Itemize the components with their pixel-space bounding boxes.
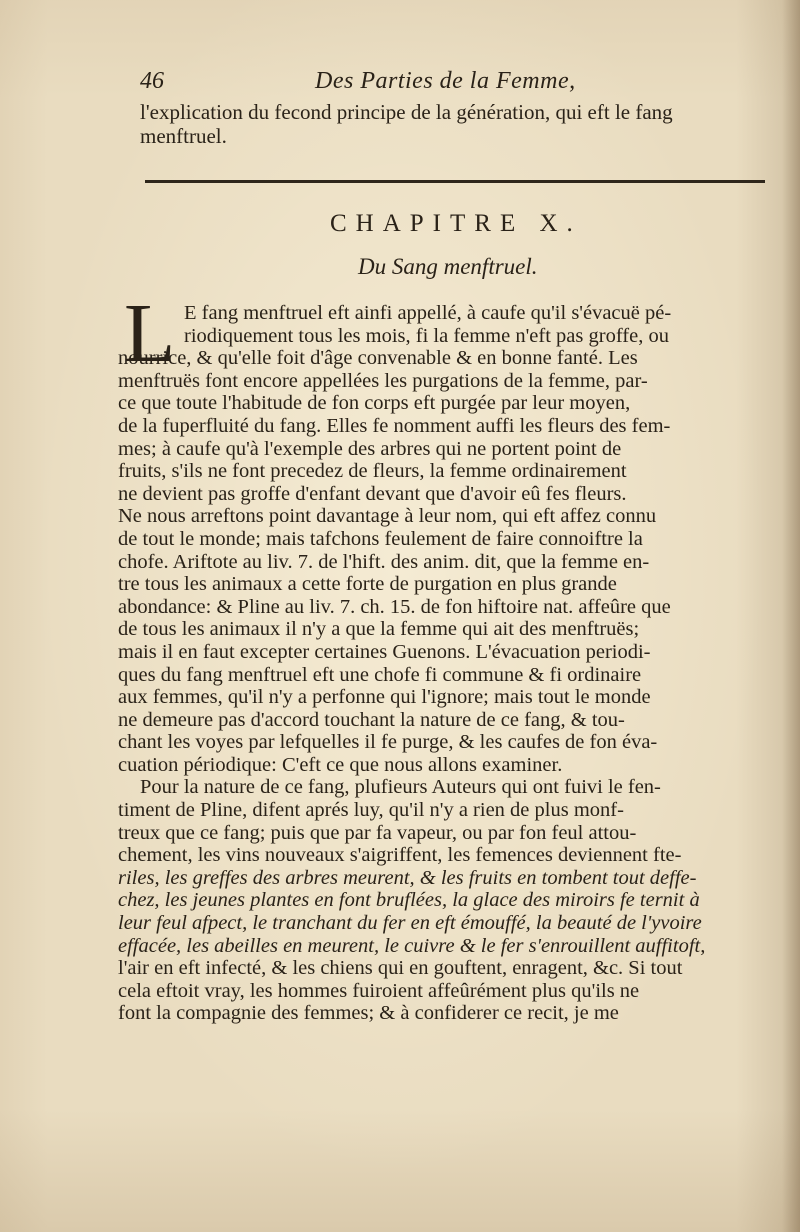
text-line: leur feul afpect, le tranchant du fer en eft émouffé, la beauté de l'yvoire — [118, 912, 702, 935]
text-line: l'air en eft infecté, & les chiens qui en gouftent, enragent, &c. Si tout — [118, 957, 683, 980]
text-line: de tout le monde; mais tafchons feulement de faire connoiftre la — [118, 527, 643, 550]
text-line: ce que toute l'habitude de fon corps eft purgée par leur moyen, — [118, 392, 631, 415]
text-line: ne demeure pas d'accord touchant la nature de ce fang, & tou- — [118, 708, 625, 731]
chapter-divider-rule — [145, 180, 765, 183]
text-line: Pour la nature de ce fang, plufieurs Auteurs qui ont fuivi le fen- — [140, 776, 661, 799]
drop-cap: L — [124, 287, 176, 380]
text-line: ques du fang menftruel eft une chofe fi commune & fi ordinaire — [118, 663, 642, 686]
text-line: E fang menftruel eft ainfi appellé, à caufe qu'il s'évacuë pé- — [184, 302, 672, 324]
text-line: cuation périodique: C'eft ce que nous allons examiner. — [118, 753, 563, 776]
chapter-title: CHAPITRE X. — [330, 210, 582, 237]
page-gutter-shadow — [782, 0, 800, 1232]
text-line: tre tous les animaux a cette forte de purgation en plus grande — [118, 573, 617, 596]
chapter-subtitle: Du Sang menftruel. — [358, 254, 538, 279]
text-line: timent de Pline, difent aprés luy, qu'il n'y a rien de plus monf- — [118, 799, 624, 822]
text-line: mes; à caufe qu'à l'exemple des arbres qui ne portent point de — [118, 437, 622, 460]
text-line: mais il en faut excepter certaines Guenons. L'évacuation periodi- — [118, 640, 651, 663]
text-line: nourrice, & qu'elle foit d'âge convenable & en bonne fanté. Les — [118, 347, 638, 370]
text-line: abondance: & Pline au liv. 7. ch. 15. de fon hiftoire nat. affeûre que — [118, 595, 671, 618]
text-line: cela eftoit vray, les hommes fuiroient affeûrément plus qu'ils ne — [118, 979, 640, 1002]
text-line: menftruel. — [140, 124, 227, 148]
text-line: ne devient pas groffe d'enfant devant que d'avoir eû fes fleurs. — [118, 482, 627, 505]
text-line: treux que ce fang; puis que par fa vapeur, ou par fon feul attou- — [118, 821, 637, 844]
text-line: chant les voyes par lefquelles il fe purge, & les caufes de fon éva- — [118, 731, 658, 754]
text-line: riodiquement tous les mois, fi la femme n'eft pas groffe, ou — [184, 324, 669, 347]
text-line: chez, les jeunes plantes en font bruflées, la glace des miroirs fe ternit à — [118, 889, 700, 912]
running-header — [140, 68, 660, 102]
text-line: de tous les animaux il n'y a que la femme qui ait des menftruës; — [118, 618, 640, 641]
chapter-body — [118, 302, 768, 1025]
text-line: chement, les vins nouveaux s'aigriffent, les femences deviennent fte- — [118, 844, 682, 867]
text-line: riles, les greffes des arbres meurent, & les fruits en tombent tout deffe- — [118, 866, 697, 889]
text-line: l'explication du fecond principe de la génération, qui eft le fang — [140, 100, 673, 124]
carryover-paragraph — [140, 100, 770, 148]
text-line: fruits, s'ils ne font precedez de fleurs, la femme ordinairement — [118, 460, 627, 483]
page-number: 46 — [140, 68, 164, 94]
text-line: de la fuperfluité du fang. Elles fe nomment auffi les fleurs des fem- — [118, 414, 671, 437]
text-line: Ne nous arreftons point davantage à leur nom, qui eft affez connu — [118, 505, 657, 528]
text-line: aux femmes, qu'il n'y a perfonne qui l'ignore; mais tout le monde — [118, 686, 651, 709]
text-line: chofe. Ariftote au liv. 7. de l'hift. des anim. dit, que la femme en- — [118, 550, 650, 573]
text-line: effacée, les abeilles en meurent, le cuivre & le fer s'enrouillent auffitoft, — [118, 934, 706, 957]
running-title: Des Parties de la Femme, — [315, 68, 576, 94]
text-line: font la compagnie des femmes; & à confiderer ce recit, je me — [118, 1002, 619, 1025]
text-line: menftruës font encore appellées les purgations de la femme, par- — [118, 369, 648, 392]
